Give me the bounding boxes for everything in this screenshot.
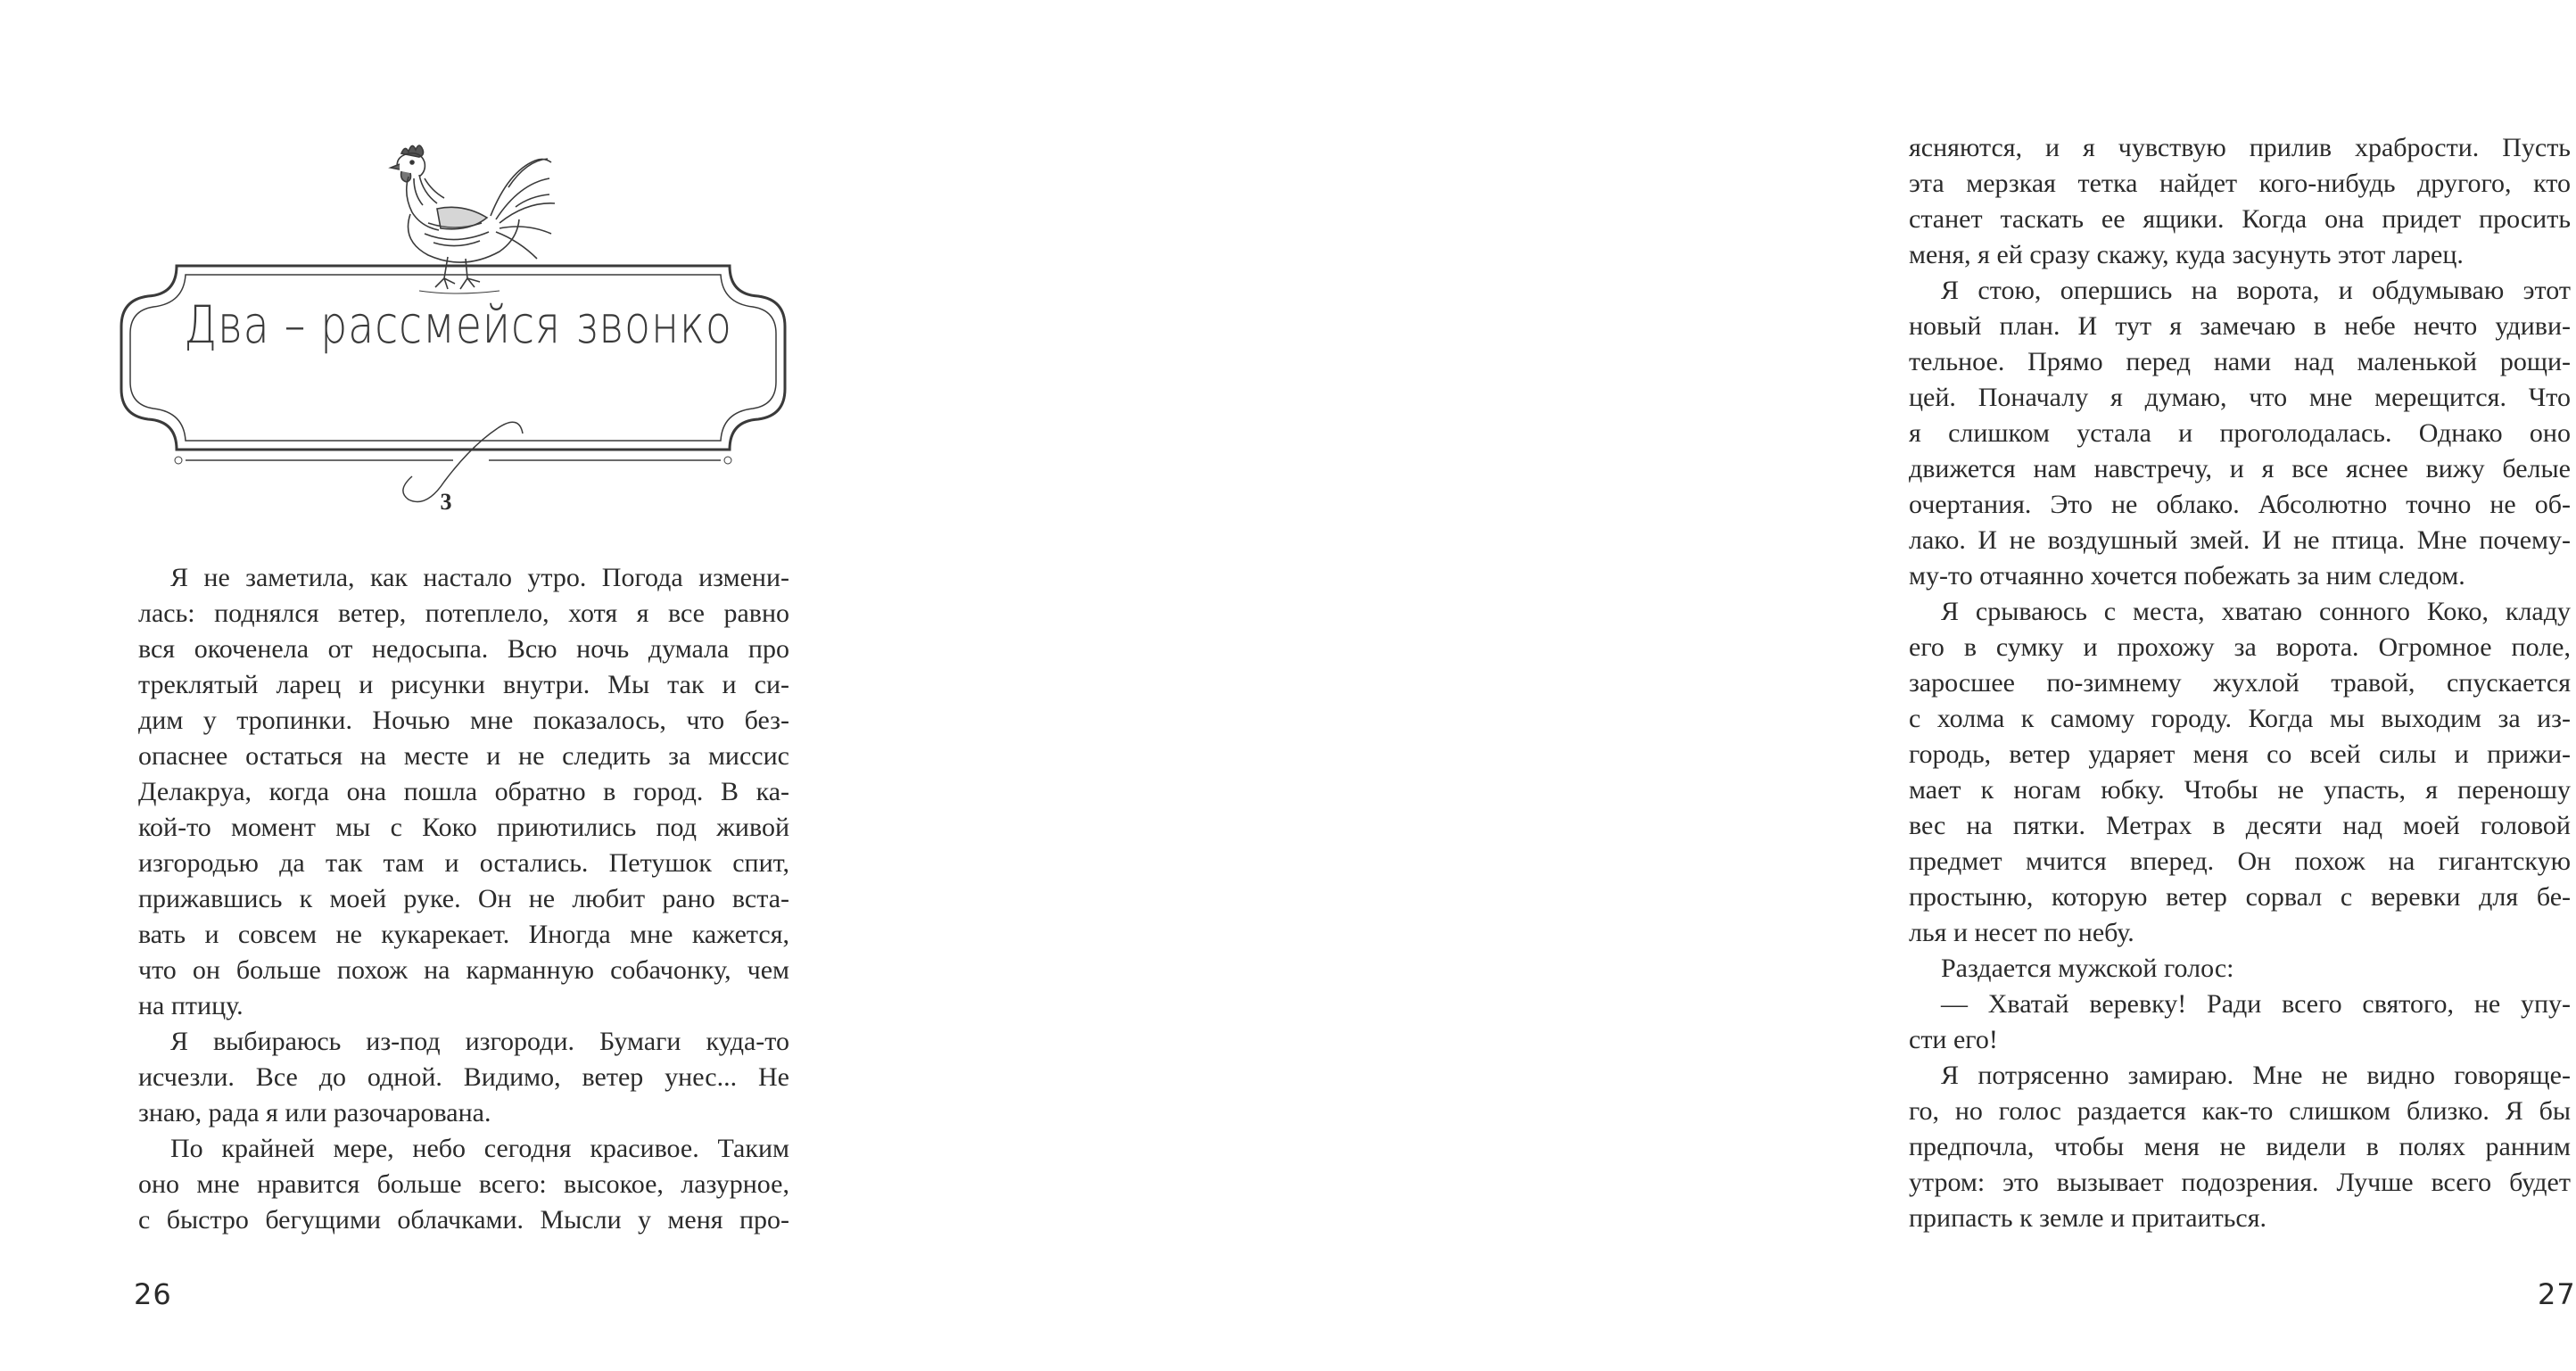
text-line: вес на пятки. Метрах в десяти над моей головой — [1909, 811, 2571, 840]
text-line: что он больше похож на карманную собачонку, чем — [138, 955, 789, 985]
text-line: прижавшись к моей руке. Он не любит рано вста- — [138, 884, 789, 913]
text-line: эта мерзкая тетка найдет кого-нибудь другого, кто — [1909, 169, 2571, 198]
text-line: вся окоченела от недосыпа. Всю ночь думала про — [138, 634, 789, 664]
text-line: городь, ветер ударяет меня со всей силы и прижи- — [1909, 739, 2571, 769]
text-line: я слишком устала и проголодалась. Однако оно — [1909, 418, 2571, 448]
text-line: Я срываюсь с места, хватаю сонного Коко, кладу — [1941, 597, 2571, 626]
text-line: новый план. И тут я замечаю в небе нечто удиви- — [1909, 311, 2571, 341]
text-line: треклятый ларец и рисунки внутри. Мы так и си- — [138, 670, 789, 699]
text-line: тельное. Прямо перед нами над маленькой рощи- — [1909, 347, 2571, 376]
text-line: меня, я ей сразу скажу, куда засунуть этот ларец. — [1909, 240, 2464, 269]
text-line: его в сумку и прохожу за ворота. Огромное поле, — [1909, 632, 2571, 662]
text-line: Я потрясенно замираю. Мне не видно говоряще- — [1941, 1061, 2571, 1090]
page-number: 26 — [134, 1277, 172, 1311]
section-number: 3 — [440, 489, 452, 515]
left-page-text — [138, 560, 789, 1238]
text-line: станет таскать ее ящики. Когда она придет просить — [1909, 204, 2571, 234]
text-line: на птицу. — [138, 991, 244, 1020]
text-line: с быстро бегущими облачками. Мысли у меня про- — [138, 1205, 789, 1235]
text-line: движется нам навстречу, и я все яснее вижу белые — [1909, 454, 2571, 483]
text-line: лако. И не воздушный змей. И не птица. Мне почему- — [1909, 525, 2571, 555]
text-line: оно мне нравится больше всего: высокое, лазурное, — [138, 1169, 789, 1199]
text-line: Я не заметила, как настало утро. Погода измени- — [170, 563, 789, 592]
text-line: цей. Поначалу я думаю, что мне мерещится. Что — [1909, 383, 2571, 412]
text-line: Делакруа, когда она пошла обратно в город. В ка- — [138, 777, 789, 806]
text-line: ясняются, и я чувствую прилив храбрости. Пусть — [1909, 133, 2571, 162]
text-line: му-то отчаянно хочется побежать за ним следом. — [1909, 561, 2465, 591]
text-line: предмет мчится вперед. Он похож на гигантскую — [1909, 847, 2571, 876]
text-line: По крайней мере, небо сегодня красивое. Таким — [170, 1134, 789, 1163]
text-line: дим у тропинки. Ночью мне показалось, что без- — [138, 706, 789, 735]
chapter-title-frame — [114, 259, 792, 473]
text-line: Раздается мужской голос: — [1941, 954, 2234, 983]
chapter-title: Два – рассмейся звонко — [184, 294, 732, 355]
text-line: изгородью да так там и остались. Петушок спит, — [138, 848, 789, 878]
text-line: — Хватай веревку! Ради всего святого, не упу- — [1941, 989, 2571, 1019]
text-line: заросшее по-зимнему жухлой травой, спускается — [1909, 668, 2571, 698]
text-line: опаснее остаться на месте и не следить за миссис — [138, 741, 789, 771]
text-line: припасть к земле и притаиться. — [1909, 1203, 2267, 1233]
text-line: сти его! — [1909, 1025, 1998, 1054]
text-line: лась: поднялся ветер, потеплело, хотя я все равно — [138, 599, 789, 628]
text-line: кой-то момент мы с Коко приютились под живой — [138, 813, 789, 842]
text-line: Я стою, опершись на ворота, и обдумываю этот — [1941, 276, 2571, 305]
text-line: знаю, рада я или разочарована. — [138, 1098, 491, 1127]
right-page — [892, 0, 2576, 1371]
text-line: предпочла, чтобы меня не видели в полях ранним — [1909, 1132, 2571, 1161]
page-number: 27 — [2538, 1277, 2576, 1311]
left-page — [0, 0, 892, 1371]
right-page-text — [1909, 130, 2571, 1236]
text-line: лья и несет по небу. — [1909, 918, 2134, 947]
text-line: го, но голос раздается как-то слишком близко. Я бы — [1909, 1096, 2571, 1126]
text-line: Я выбираюсь из-под изгороди. Бумаги куда-то — [170, 1027, 789, 1056]
text-line: очертания. Это не облако. Абсолютно точно не об- — [1909, 490, 2571, 519]
text-line: простыню, которую ветер сорвал с веревки для бе- — [1909, 882, 2571, 912]
text-line: утром: это вызывает подозрения. Лучше всего будет — [1909, 1168, 2571, 1197]
text-line: с холма к самому городу. Когда мы выходим за из- — [1909, 704, 2571, 733]
text-line: мает к ногам юбку. Чтобы не упасть, я переношу — [1909, 775, 2571, 805]
text-line: исчезли. Все до одной. Видимо, ветер унес... Не — [138, 1062, 789, 1092]
text-line: вать и совсем не кукарекает. Иногда мне кажется, — [138, 920, 789, 949]
